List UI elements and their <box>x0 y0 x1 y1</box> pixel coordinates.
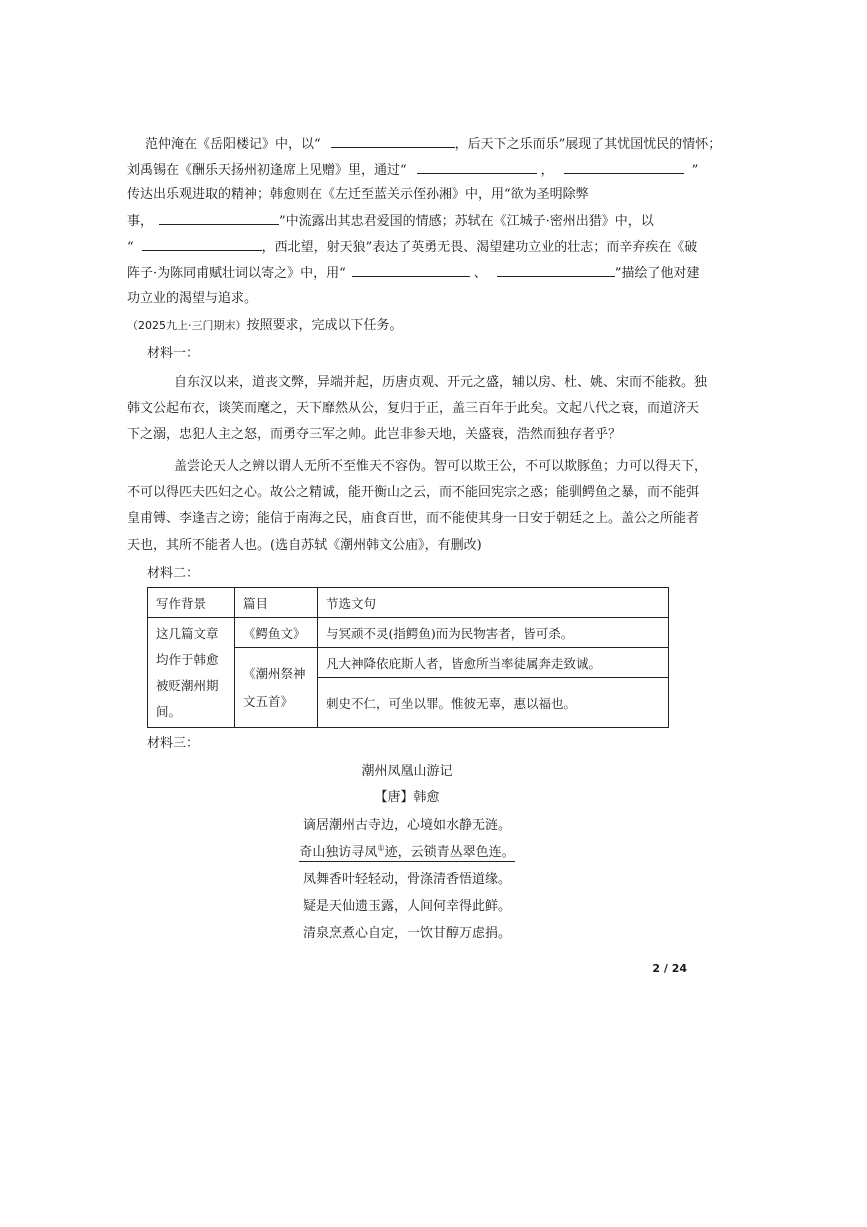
table-row <box>148 618 669 648</box>
material1-line: 韩文公起布衣，谈笑而麾之，天下靡然从公，复归于正，盖三百年于此矣。文起八代之衰，而道济天 <box>127 401 700 416</box>
material2-label: 材料二： <box>147 566 200 581</box>
answer-blank[interactable] <box>159 213 279 225</box>
text: 迹，云锁青丛翠色连。 <box>384 845 515 860</box>
material2-table <box>147 587 669 728</box>
poem-author: 【唐】韩愈 <box>374 790 440 805</box>
background-line: 被贬潮州期 <box>156 677 219 693</box>
poem-title: 潮州凤凰山游记 <box>361 764 453 779</box>
table-header-row <box>148 588 669 618</box>
footnote-marker: ① <box>377 843 385 853</box>
background-line: 间。 <box>156 703 182 719</box>
background-line: 这几篇文章 <box>156 625 219 641</box>
table-header-cell: 节选文句 <box>318 588 669 618</box>
text: “ <box>127 240 134 255</box>
material3-label: 材料三： <box>147 736 200 751</box>
fill-line-4 <box>127 213 687 230</box>
question-source: （2025九上·三门期末） <box>127 319 247 332</box>
material1-line: 自东汉以来，道丧文弊，异端并起，历唐贞观、开元之盛，辅以房、杜、姚、宋而不能救。独 <box>174 375 708 390</box>
title-cell: 《鳄鱼文》 <box>235 618 318 648</box>
material1-line: 皇甫镈、李逢吉之谤；能信于南海之民，庙食百世，而不能使其身一日安于朝廷之上。盖公之所能者 <box>127 511 700 526</box>
question-header <box>127 318 687 334</box>
title-line: 《潮州祭神 <box>243 665 306 681</box>
question-prompt: 按照要求，完成以下任务。 <box>246 318 403 333</box>
table-header-cell: 写作背景 <box>148 588 235 618</box>
material1-label: 材料一： <box>147 346 200 361</box>
text: 范仲淹在《岳阳楼记》中，以“ <box>145 137 321 152</box>
quote-cell: 刺史不仁，可坐以罪。惟彼无辜，惠以福也。 <box>318 678 669 728</box>
fill-line-3 <box>127 187 687 203</box>
answer-blank[interactable] <box>417 162 537 174</box>
quote-cell: 凡大神降依庇斯人者，皆愈所当率徒属奔走致诚。 <box>318 648 669 678</box>
text: 、 <box>473 266 487 281</box>
fill-line-6 <box>127 265 700 282</box>
answer-blank[interactable] <box>497 265 615 277</box>
fill-line-2 <box>127 162 699 179</box>
poem-line: 疑是天仙遗玉露，人间何幸得此鲜。 <box>302 899 511 914</box>
fill-line-1 <box>127 136 722 153</box>
poem-line: 凤舞香叶轻轻动，骨涤清香悟道缘。 <box>302 872 511 887</box>
table-header-cell: 篇目 <box>235 588 318 618</box>
fill-line-5 <box>127 239 698 256</box>
title-line: 文五首》 <box>243 693 294 709</box>
quote-cell: 与冥顽不灵(指鳄鱼)而为民物害者，皆可杀。 <box>318 618 669 648</box>
text: ，后天下之乐而乐”展现了其忧国忧民的情怀； <box>454 137 722 152</box>
material1-line: 不可以得匹夫匹妇之心。故公之精诚，能开衡山之云，而不能回宪宗之惑；能驯鳄鱼之暴，而不能弭 <box>127 485 700 500</box>
text: ” <box>691 163 699 178</box>
text: ，西北望，射天狼”表达了英勇无畏、渴望建功立业的壮志；而辛弃疾在《破 <box>261 240 698 255</box>
text: 阵子·为陈同甫赋壮词以寄之》中，用“ <box>127 266 346 281</box>
answer-blank[interactable] <box>331 136 455 148</box>
underlined-verse <box>299 845 514 862</box>
answer-blank[interactable] <box>352 265 470 277</box>
text: 事， <box>127 214 154 229</box>
answer-blank[interactable] <box>564 162 684 174</box>
text: ”描绘了他对建 <box>614 266 700 281</box>
text: 传达出乐观进取的精神；韩愈则在《左迁至蓝关示侄孙湘》中，用“欲为圣明除弊 <box>127 187 589 202</box>
text: ， <box>540 163 554 178</box>
page-number: 2 / 24 <box>652 962 687 975</box>
fill-line-7 <box>127 291 687 307</box>
title-cell <box>235 648 318 728</box>
answer-blank[interactable] <box>142 239 262 251</box>
material1-line: 盖尝论天人之辨以谓人无所不至惟天不容伪。智可以欺王公，不可以欺豚鱼；力可以得天下， <box>174 459 708 474</box>
background-cell <box>148 618 235 728</box>
material1-line: 天也，其所不能者人也。(选自苏轼《潮州韩文公庙》，有删改) <box>127 538 482 553</box>
text: 奇山独访寻凤 <box>299 845 378 860</box>
poem-line-underlined <box>127 845 687 861</box>
text: 刘禹锡在《酬乐天扬州初逢席上见赠》里，通过“ <box>127 163 407 178</box>
material1-line: 下之溺，忠犯人主之怒，而勇夺三军之帅。此岂非参天地，关盛衰，浩然而独存者乎？ <box>127 427 622 442</box>
text: ”中流露出其忠君爱国的情感；苏轼在《江城子·密州出猎》中，以 <box>279 214 654 229</box>
poem-line: 谪居潮州古寺边，心境如水静无涟。 <box>302 818 511 833</box>
text: 功立业的渴望与追求。 <box>127 291 258 306</box>
poem-line: 清泉烹煮心自定，一饮甘醇万虑捐。 <box>302 926 511 941</box>
background-line: 均作于韩愈 <box>156 651 219 667</box>
